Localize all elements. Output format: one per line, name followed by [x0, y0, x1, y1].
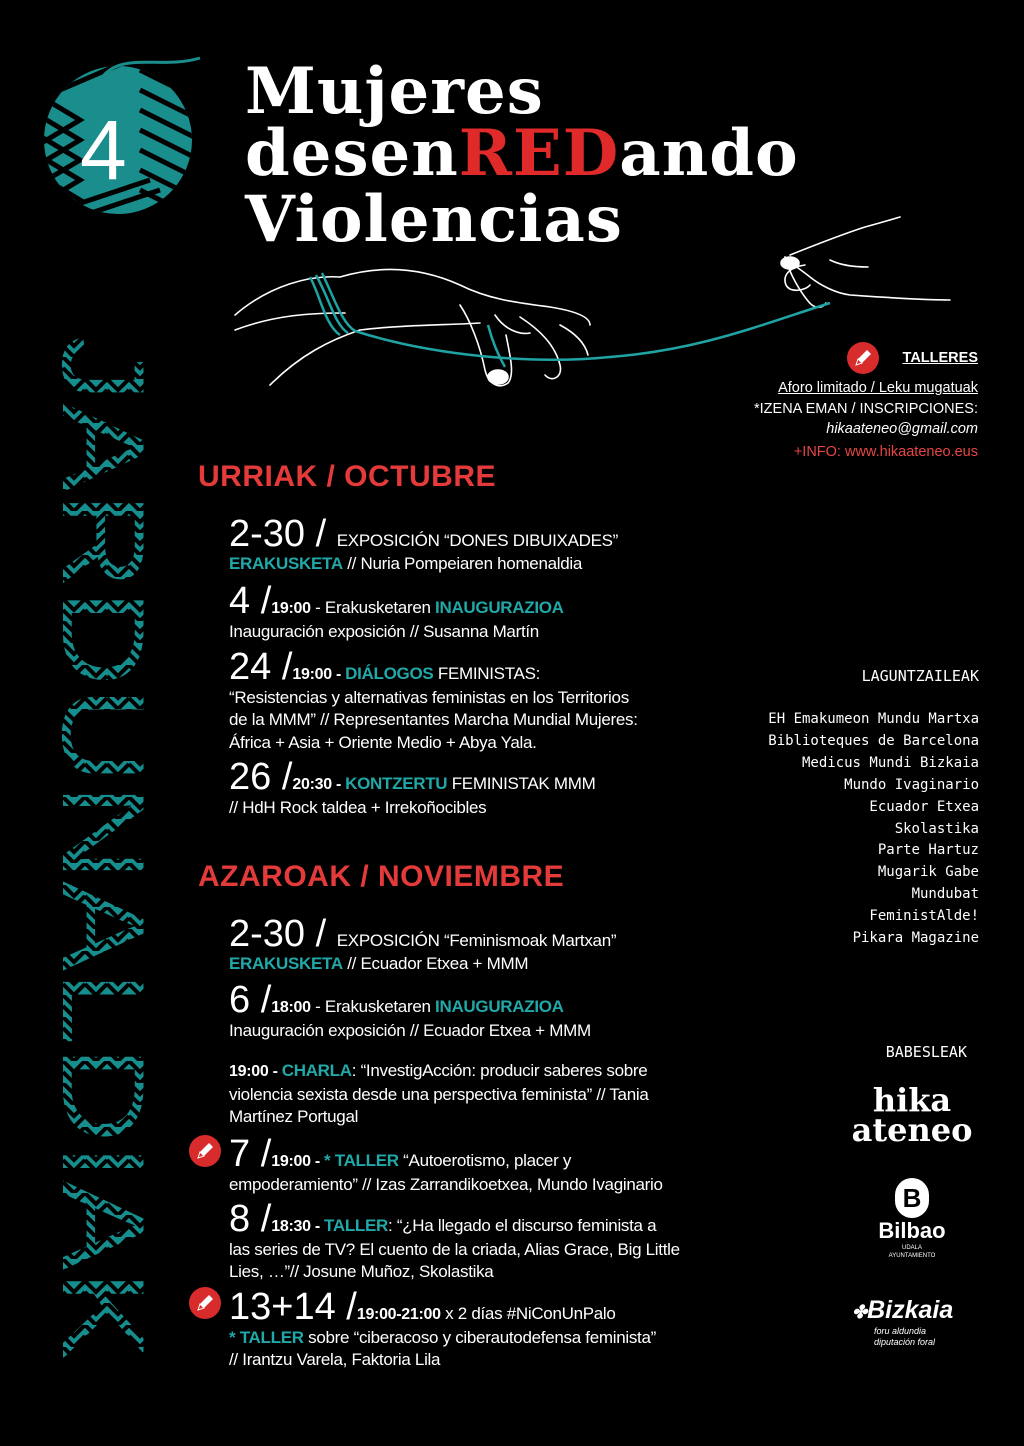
pencil-icon: [189, 1135, 221, 1167]
bilbao-sub2: AYUNTAMIENTO: [888, 1253, 936, 1259]
bizkaia-sub2: diputación foral: [874, 1337, 936, 1347]
bilbao-sub1: UDALA: [901, 1245, 922, 1251]
event-time: 18:00: [271, 999, 311, 1016]
event-text: // Nuria Pompeiaren homenaldia: [342, 554, 583, 573]
november-heading-text: AZAROAK / NOVIEMBRE: [198, 860, 565, 893]
event-keyword: INAUGURAZIOA: [435, 997, 564, 1016]
edition-number: 4: [80, 103, 127, 197]
event-text: de la MMM” // Representantes Marcha Mundial Mujeres:: [229, 710, 638, 729]
event-text: FEMINISTAK MMM: [447, 774, 596, 793]
event-keyword: * TALLER: [324, 1151, 399, 1170]
vertical-title-jardunaldiak: [38, 335, 169, 1365]
info-link[interactable]: +INFO: www.hikaateneo.eus: [793, 444, 978, 460]
event-keyword: TALLER: [324, 1216, 388, 1235]
title-line-2-post: ando: [619, 116, 799, 191]
event-time: 18:30 -: [271, 1218, 325, 1235]
event-text: // Ecuador Etxea + MMM: [342, 954, 529, 973]
event-text: “Resistencias y alternativas feministas en los Territorios: [229, 687, 629, 707]
event-text: las series de TV? El cuento de la criada, Alias Grace, Big Little: [229, 1239, 680, 1259]
title-line-2: [245, 116, 799, 191]
pencil-icon: [189, 1287, 221, 1319]
bizkaia-name: [852, 1296, 977, 1326]
event-sep: /: [305, 913, 337, 955]
event-text: Inauguración exposición // Susanna Martín: [229, 621, 539, 641]
event-time: 19:00 -: [292, 666, 346, 683]
collaborator-item: Mundo Ivaginario: [844, 776, 979, 793]
nov-event-4: [229, 1135, 663, 1196]
collaborator-item: Mundubat: [911, 886, 979, 903]
event-date: 24: [229, 646, 272, 688]
event-text: violencia sexista desde una perspectiva feminista” // Tania: [229, 1084, 649, 1104]
event-date: 13+14: [229, 1286, 336, 1328]
event-text: empoderamiento” // Izas Zarrandikoetxea, Mundo Ivaginario: [229, 1174, 663, 1194]
collaborator-item: Biblioteques de Barcelona: [768, 732, 979, 749]
event-sep: /: [250, 1133, 272, 1175]
nov-event-2: [229, 981, 591, 1042]
email-text: hikaateneo@gmail.com: [826, 421, 978, 437]
event-keyword: KONTZERTU: [345, 774, 448, 793]
hika-logo-line1: hika: [872, 1081, 952, 1119]
hands-thread-illustration: [230, 205, 970, 405]
event-text: - Erakusketaren: [310, 598, 436, 617]
bizkaia-logo: [852, 1296, 977, 1348]
event-text: EXPOSICIÓN “DONES DIBUIXADES”: [336, 531, 619, 550]
laguntzaileak-heading: LAGUNTZAILEAK: [861, 667, 979, 685]
collaborator-item: Skolastika: [894, 820, 979, 837]
event-sep: /: [305, 513, 337, 555]
event-date: 26: [229, 756, 272, 798]
bizkaia-sub1: foru aldundia: [874, 1326, 927, 1336]
bilbao-logo: [862, 1178, 962, 1260]
inscripciones-text: *IZENA EMAN / INSCRIPCIONES:: [754, 401, 978, 417]
pencil-icon: [847, 342, 879, 374]
event-sep: /: [335, 1286, 357, 1328]
collaborator-item: EH Emakumeon Mundu Martxa: [768, 711, 979, 727]
event-time: 20:30 -: [292, 776, 346, 793]
october-heading-text: URRIAK / OCTUBRE: [198, 460, 496, 493]
collaborator-item: Mugarik Gabe: [877, 864, 979, 881]
babesleak-heading: BABESLEAK: [885, 1043, 967, 1061]
vertical-title-text: JARDUNALDIAK: [38, 335, 169, 1226]
talleres-label: TALLERES: [902, 350, 978, 366]
event-date: 2-30: [229, 513, 306, 555]
hika-logo-line2: ateneo: [851, 1111, 973, 1149]
collaborator-item: FeministAlde!: [869, 908, 979, 925]
laguntzaileak-list: [768, 709, 979, 950]
event-time: 19:00-21:00: [356, 1306, 441, 1323]
event-text: Inauguración exposición // Ecuador Etxea + MMM: [229, 1020, 591, 1040]
event-text: “Autoerotismo, placer y: [398, 1151, 572, 1170]
event-time: 19:00: [271, 600, 311, 617]
bilbao-b-letter: B: [902, 1183, 922, 1213]
title-line-1: Mujeres: [245, 54, 544, 129]
event-sep: /: [271, 646, 293, 688]
yarn-ball-logo: [40, 50, 210, 220]
bizkaia-leaf-icon: ✤: [852, 1302, 868, 1322]
oct-event-3: [229, 648, 638, 754]
bizkaia-text: Bizkaia: [867, 1296, 954, 1324]
bilbao-b-icon: [895, 1178, 929, 1218]
event-keyword: * TALLER: [229, 1327, 304, 1347]
event-text: // Irantzu Varela, Faktoria Lila: [229, 1350, 441, 1369]
oct-event-2: [229, 582, 564, 643]
event-sep: /: [271, 756, 293, 798]
event-sep: /: [250, 979, 272, 1021]
oct-event-4: [229, 758, 595, 819]
nov-event-1: [229, 915, 616, 976]
title-red-word: RED: [458, 116, 620, 191]
event-text: x 2 días #NiConUnPalo: [440, 1304, 616, 1323]
event-text: Martínez Portugal: [229, 1107, 359, 1126]
event-keyword: DIÁLOGOS: [345, 664, 434, 683]
collaborator-item: Medicus Mundi Bizkaia: [801, 754, 979, 771]
event-date: 2-30: [229, 913, 306, 955]
event-text: FEMINISTAS:: [433, 664, 541, 683]
collaborator-item: Parte Hartuz: [877, 842, 979, 859]
oct-event-1: [229, 515, 618, 576]
event-keyword: ERAKUSKETA: [229, 554, 343, 573]
event-keyword: CHARLA: [281, 1061, 352, 1080]
event-text: : “InvestigAcción: producir saberes sobre: [351, 1061, 648, 1080]
event-date: 4: [229, 580, 251, 622]
october-heading: [198, 460, 496, 494]
nov-event-3: [229, 1060, 649, 1129]
nov-event-6: [229, 1288, 656, 1372]
event-keyword: ERAKUSKETA: [229, 954, 343, 973]
event-text: sobre “ciberacoso y ciberautodefensa feminista”: [303, 1327, 656, 1347]
bilbao-name: Bilbao: [878, 1218, 946, 1243]
event-text: : “¿Ha llegado el discurso feminista a: [388, 1216, 657, 1235]
title-line-2-pre: desen: [245, 116, 459, 191]
event-time: 19:00 -: [271, 1153, 325, 1170]
event-date: 6: [229, 979, 251, 1021]
event-text: // HdH Rock taldea + Irrekoñocibles: [229, 797, 487, 817]
event-text: África + Asia + Oriente Medio + Abya Yala.: [229, 732, 537, 752]
event-text: EXPOSICIÓN “Feminismoak Martxan”: [336, 931, 617, 950]
nov-event-5: [229, 1200, 680, 1284]
collaborator-item: Pikara Magazine: [852, 930, 979, 947]
event-keyword: INAUGURAZIOA: [435, 598, 564, 617]
hika-ateneo-logo: [842, 1081, 982, 1149]
title-line-3: Violencias: [245, 182, 623, 257]
collaborator-item: Ecuador Etxea: [869, 798, 979, 815]
event-time: 19:00 -: [229, 1063, 282, 1080]
event-text: Lies, …”// Josune Muñoz, Skolastika: [229, 1262, 494, 1281]
event-text: - Erakusketaren: [310, 997, 436, 1016]
event-date: 7: [229, 1133, 251, 1175]
november-heading: [198, 860, 564, 894]
event-sep: /: [250, 580, 272, 622]
event-date: 8: [229, 1198, 251, 1240]
event-sep: /: [250, 1198, 272, 1240]
aforo-text: Aforo limitado / Leku mugatuak: [778, 380, 978, 396]
